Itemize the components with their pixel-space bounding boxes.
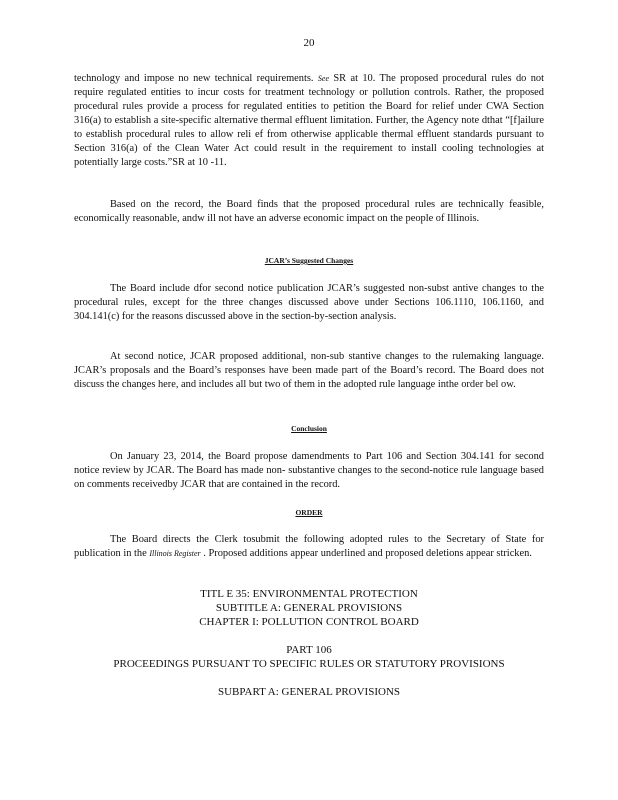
rule-title-block — [0, 587, 618, 629]
paragraph-text: . Proposed additions appear underlined and proposed deletions appear stricken. — [200, 548, 532, 559]
paragraph-board-finds: Based on the record, the Board finds that the proposed procedural rules are technically feasible, economically reasonable, andw ill not have an adverse economic impact on the people of Illinois. — [74, 199, 544, 224]
paragraph-second-notice: At second notice, JCAR proposed additional, non-sub stantive changes to the rulemaking language. JCAR’s proposals and the Board’s responses have been made part of the Board’s record. The Board does not discuss the changes here, and includes all but two of them in the adopted rule language inthe order bel ow. — [74, 351, 544, 390]
chapter-line: CHAPTER I: POLLUTION CONTROL BOARD — [199, 616, 419, 628]
title-line: TITL E 35: ENVIRONMENTAL PROTECTION — [200, 588, 418, 600]
paragraph-text: The Board directs the Clerk tosubmit the following adopted rules to the Secretary of State for publication in the — [74, 534, 544, 559]
subtitle-line: SUBTITLE A: GENERAL PROVISIONS — [215, 602, 403, 614]
heading-order: ORDER — [295, 508, 323, 517]
part-name-line: PROCEEDINGS PURSUANT TO SPECIFIC RULES OR STATUTORY PROVISIONS — [113, 658, 505, 670]
see-citation: See — [317, 74, 330, 83]
part-number-line: PART 106 — [286, 644, 332, 656]
paragraph-economic-impact — [74, 72, 544, 170]
heading-conclusion: Conclusion — [291, 424, 327, 433]
illinois-register-citation: Illinois Register — [149, 549, 201, 558]
paragraph-text: technology and impose no new technical requirements. — [74, 73, 318, 84]
paragraph-text: SR at 10. The proposed procedural rules do not require regulated entities to incur costs for treatment technology or pollution controls. Rather, the proposed procedural rules provide a process for regulated entities to petition the Board for relief under CWA Section 316(a) to establish a site-specific alternative thermal effluent limitation. Further, the Agency note dthat “[f]ailure to establish procedural rules to allow reli ef from otherwise applicable thermal effluent standards pursuant to Section 316(a) of the Clean Water Act could result in the requirement to install cooling technologies at potentially large costs.”SR at 10 -11. — [74, 73, 544, 168]
page-number: 20 — [303, 37, 315, 49]
paragraph-order — [74, 533, 544, 561]
paragraph-conclusion: On January 23, 2014, the Board propose damendments to Part 106 and Section 304.141 for second notice review by JCAR. The Board has made non- substantive changes to the second-notice rule language based on comments receivedby JCAR that are contained in the record. — [74, 451, 544, 490]
subpart-heading: SUBPART A: GENERAL PROVISIONS — [218, 686, 400, 698]
paragraph-jcar-changes: The Board include dfor second notice publication JCAR’s suggested non-subst antive changes to the procedural rules, except for the three changes discussed above under Sections 106.1110, 106.1160, and 304.141(c) for the reasons discussed above in the section-by-section analysis. — [74, 283, 544, 322]
part-heading-block — [0, 643, 618, 671]
heading-jcar-suggested-changes: JCAR’s Suggested Changes — [264, 256, 354, 265]
